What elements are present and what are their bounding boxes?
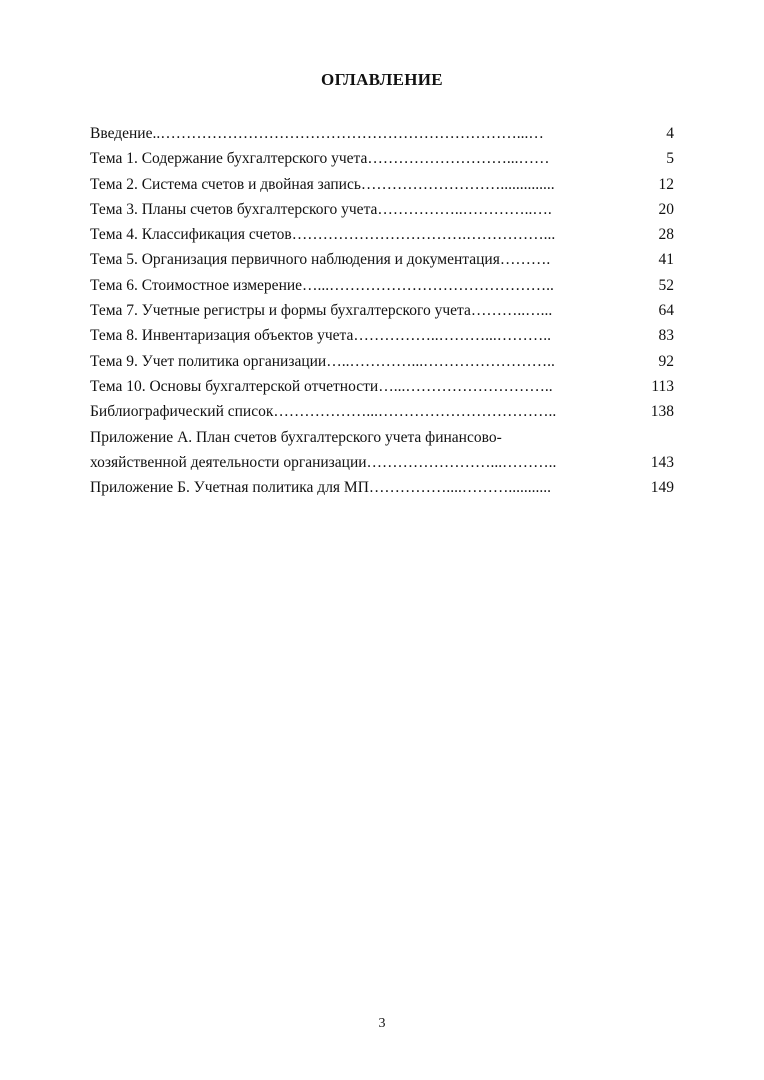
toc-entry-appendix-a[interactable] xyxy=(90,425,674,476)
toc-entry-page: 12 xyxy=(658,175,674,193)
table-of-contents xyxy=(90,121,674,500)
toc-entry-label: Тема 9. Учет политика организации…..…………...…………………….. xyxy=(90,352,555,370)
toc-entry-page: 149 xyxy=(650,479,674,497)
toc-entry-topic-7[interactable] xyxy=(90,298,674,323)
toc-entry-label: Библиографический список………………...…………………………….. xyxy=(90,403,557,421)
toc-entry-topic-10[interactable] xyxy=(90,374,674,399)
page-title: ОГЛАВЛЕНИЕ xyxy=(321,70,443,89)
toc-entry-label: Введение..……………………………………………………………...… xyxy=(90,125,544,142)
toc-entry-label: Тема 3. Планы счетов бухгалтерского учета……………..…………..…. xyxy=(90,200,552,218)
toc-entry-page: 20 xyxy=(658,200,674,218)
page-number: 3 xyxy=(378,1016,386,1031)
toc-entry-bibliography[interactable] xyxy=(90,399,674,424)
toc-entry-label-line-2: хозяйственной деятельности организации……………………...……….. xyxy=(90,453,557,471)
toc-entry-topic-3[interactable] xyxy=(90,197,674,222)
toc-entry-label: Тема 8. Инвентаризация объектов учета……………..………...……….. xyxy=(90,327,551,345)
toc-entry-page: 143 xyxy=(650,453,674,471)
toc-entry-introduction[interactable] xyxy=(90,121,674,146)
toc-entry-label: Тема 4. Классификация счетов…………………………….……………... xyxy=(90,226,556,244)
toc-entry-page: 41 xyxy=(658,251,674,269)
toc-entry-page: 4 xyxy=(666,125,674,142)
toc-entry-label: Тема 2. Система счетов и двойная запись……………………….............. xyxy=(90,175,555,193)
toc-entry-topic-1[interactable] xyxy=(90,146,674,171)
toc-entry-page: 83 xyxy=(658,327,674,345)
toc-entry-label: Приложение Б. Учетная политика для МП……………....………........... xyxy=(90,479,552,497)
toc-entry-label: Тема 10. Основы бухгалтерской отчетности…...……………………….. xyxy=(90,377,553,395)
toc-entry-page: 5 xyxy=(666,150,674,168)
toc-entry-label-line-1: Приложение А. План счетов бухгалтерского учета финансово- xyxy=(90,428,502,446)
toc-entry-label: Тема 7. Учетные регистры и формы бухгалтерского учета………..…... xyxy=(90,302,553,320)
toc-entry-page: 28 xyxy=(658,226,674,244)
toc-entry-topic-6[interactable] xyxy=(90,273,674,298)
toc-entry-page: 92 xyxy=(658,352,674,370)
toc-entry-topic-8[interactable] xyxy=(90,323,674,348)
toc-entry-topic-5[interactable] xyxy=(90,247,674,272)
toc-entry-page: 52 xyxy=(658,276,674,294)
toc-entry-label xyxy=(90,425,635,476)
toc-entry-label: Тема 5. Организация первичного наблюдения и документация………. xyxy=(90,251,551,269)
toc-entry-label: Тема 1. Содержание бухгалтерского учета………………………...…… xyxy=(90,150,550,168)
toc-entry-page: 138 xyxy=(650,403,674,421)
toc-entry-label: Тема 6. Стоимостное измерение…...…………………………………….. xyxy=(90,276,554,294)
toc-entry-topic-4[interactable] xyxy=(90,222,674,247)
toc-entry-topic-2[interactable] xyxy=(90,172,674,197)
toc-entry-topic-9[interactable] xyxy=(90,349,674,374)
toc-entry-appendix-b[interactable] xyxy=(90,475,674,500)
toc-entry-page: 64 xyxy=(658,302,674,320)
toc-entry-page: 113 xyxy=(651,377,674,395)
